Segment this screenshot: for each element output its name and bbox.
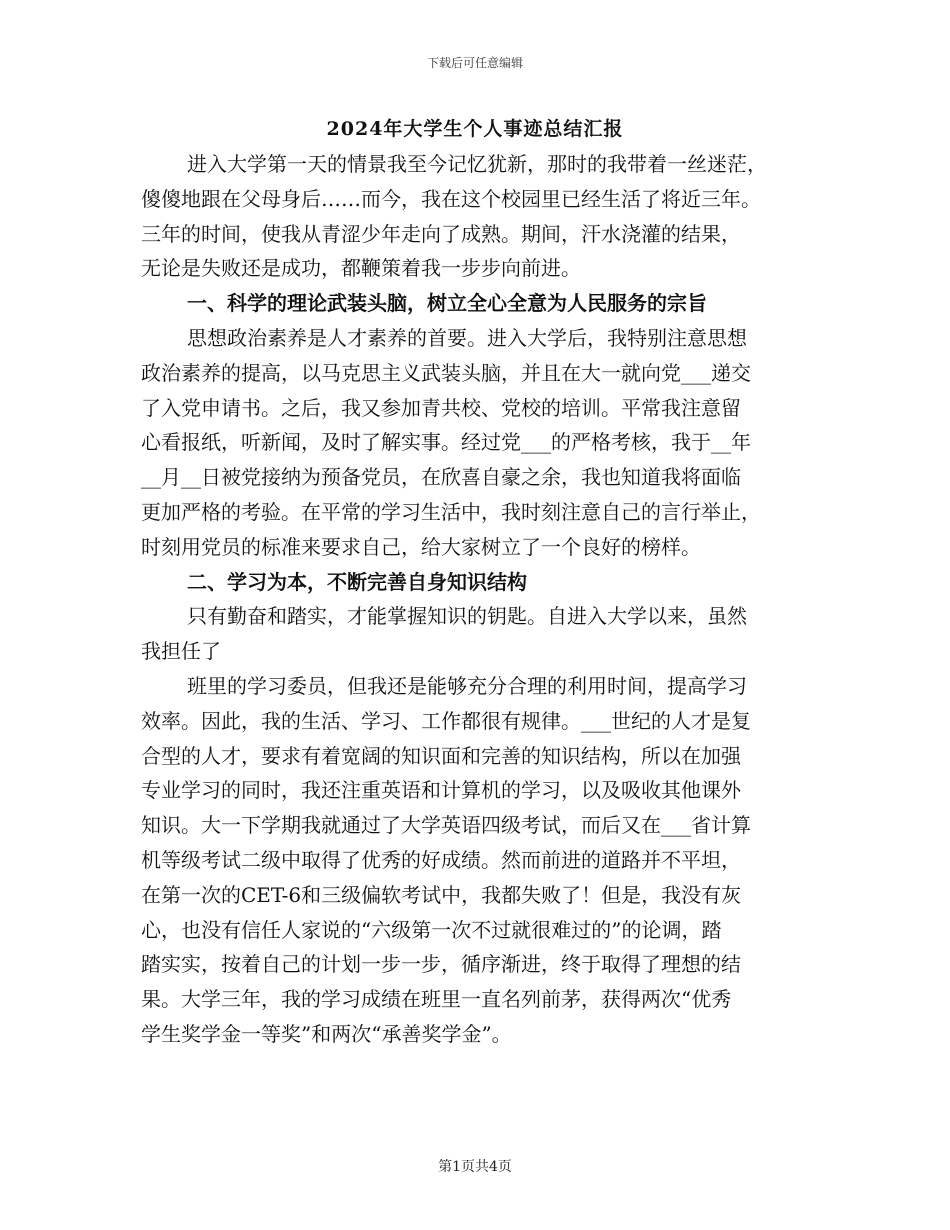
paragraph-line: 踏实实，按着自己的计划一步一步，循序渐进，终于取得了理想的结 (141, 952, 741, 977)
paragraph-line: 更加严格的考验。在平常的学习生活中，我时刻注意自己的言行举止， (141, 499, 761, 524)
page-header-note: 下载后可任意编辑 (426, 56, 523, 70)
paragraph-line: 我担任了 (141, 639, 221, 664)
section-heading: 一、科学的理论武装头脑，树立全心全意为人民服务的宗旨 (187, 291, 707, 316)
paragraph-line: 班里的学习委员，但我还是能够充分合理的利用时间，提高学习 (187, 673, 747, 698)
paragraph-line: 学生奖学金一等奖”和两次“承善奖学金”。 (141, 1021, 512, 1046)
section-heading: 二、学习为本，不断完善自身知识结构 (187, 569, 527, 594)
paragraph-line: 无论是失败还是成功，都鞭策着我一步步向前进。 (141, 256, 581, 281)
paragraph-line: 时刻用党员的标准来要求自己，给大家树立了一个良好的榜样。 (141, 534, 701, 559)
paragraph-line: 傻傻地跟在父母身后……而今，我在这个校园里已经生活了将近三年。 (141, 186, 761, 211)
paragraph-line: 三年的时间，使我从青涩少年走向了成熟。期间，汗水浇灌的结果， (141, 221, 741, 246)
paragraph-line: 进入大学第一天的情景我至今记忆犹新，那时的我带着一丝迷茫， (187, 152, 767, 176)
document-title: 2024年大学生个人事迹总结汇报 (326, 118, 624, 140)
paragraph-line: 心，也没有信任人家说的“六级第一次不过就很难过的”的论调，踏 (141, 917, 722, 942)
paragraph-line: 果。大学三年，我的学习成绩在班里一直名列前茅，获得两次“优秀 (141, 987, 732, 1012)
paragraph-line: 政治素养的提高，以马克思主义武装头脑，并且在大一就向党___递交 (141, 360, 751, 385)
paragraph-line: 合型的人才，要求有着宽阔的知识面和完善的知识结构，所以在加强 (141, 743, 741, 768)
paragraph-line: 专业学习的同时，我还注重英语和计算机的学习，以及吸收其他课外 (141, 778, 741, 803)
paragraph-line: 心看报纸，听新闻，及时了解实事。经过党___的严格考核，我于__年 (141, 430, 751, 455)
paragraph-line: 机等级考试二级中取得了优秀的好成绩。然而前进的道路并不平坦， (141, 847, 741, 872)
paragraph-line: __月__日被党接纳为预备党员，在欣喜自豪之余，我也知道我将面临 (141, 465, 741, 490)
document-body (141, 147, 813, 1052)
paragraph-line: 了入党申请书。之后，我又参加青共校、党校的培训。平常我注意留 (141, 395, 741, 420)
paragraph-line: 只有勤奋和踏实，才能掌握知识的钥匙。自进入大学以来，虽然 (187, 604, 747, 629)
paragraph-line: 思想政治素养是人才素养的首要。进入大学后，我特别注意思想 (187, 325, 747, 350)
paragraph-line: 在第一次的CET-6和三级偏软考试中，我都失败了！但是，我没有灰 (141, 882, 742, 907)
paragraph-line: 效率。因此，我的生活、学习、工作都很有规律。___世纪的人才是复 (141, 708, 751, 733)
page-number-footer: 第1页共4页 (438, 1159, 512, 1175)
paragraph-line: 知识。大一下学期我就通过了大学英语四级考试，而后又在___省计算 (141, 813, 751, 838)
